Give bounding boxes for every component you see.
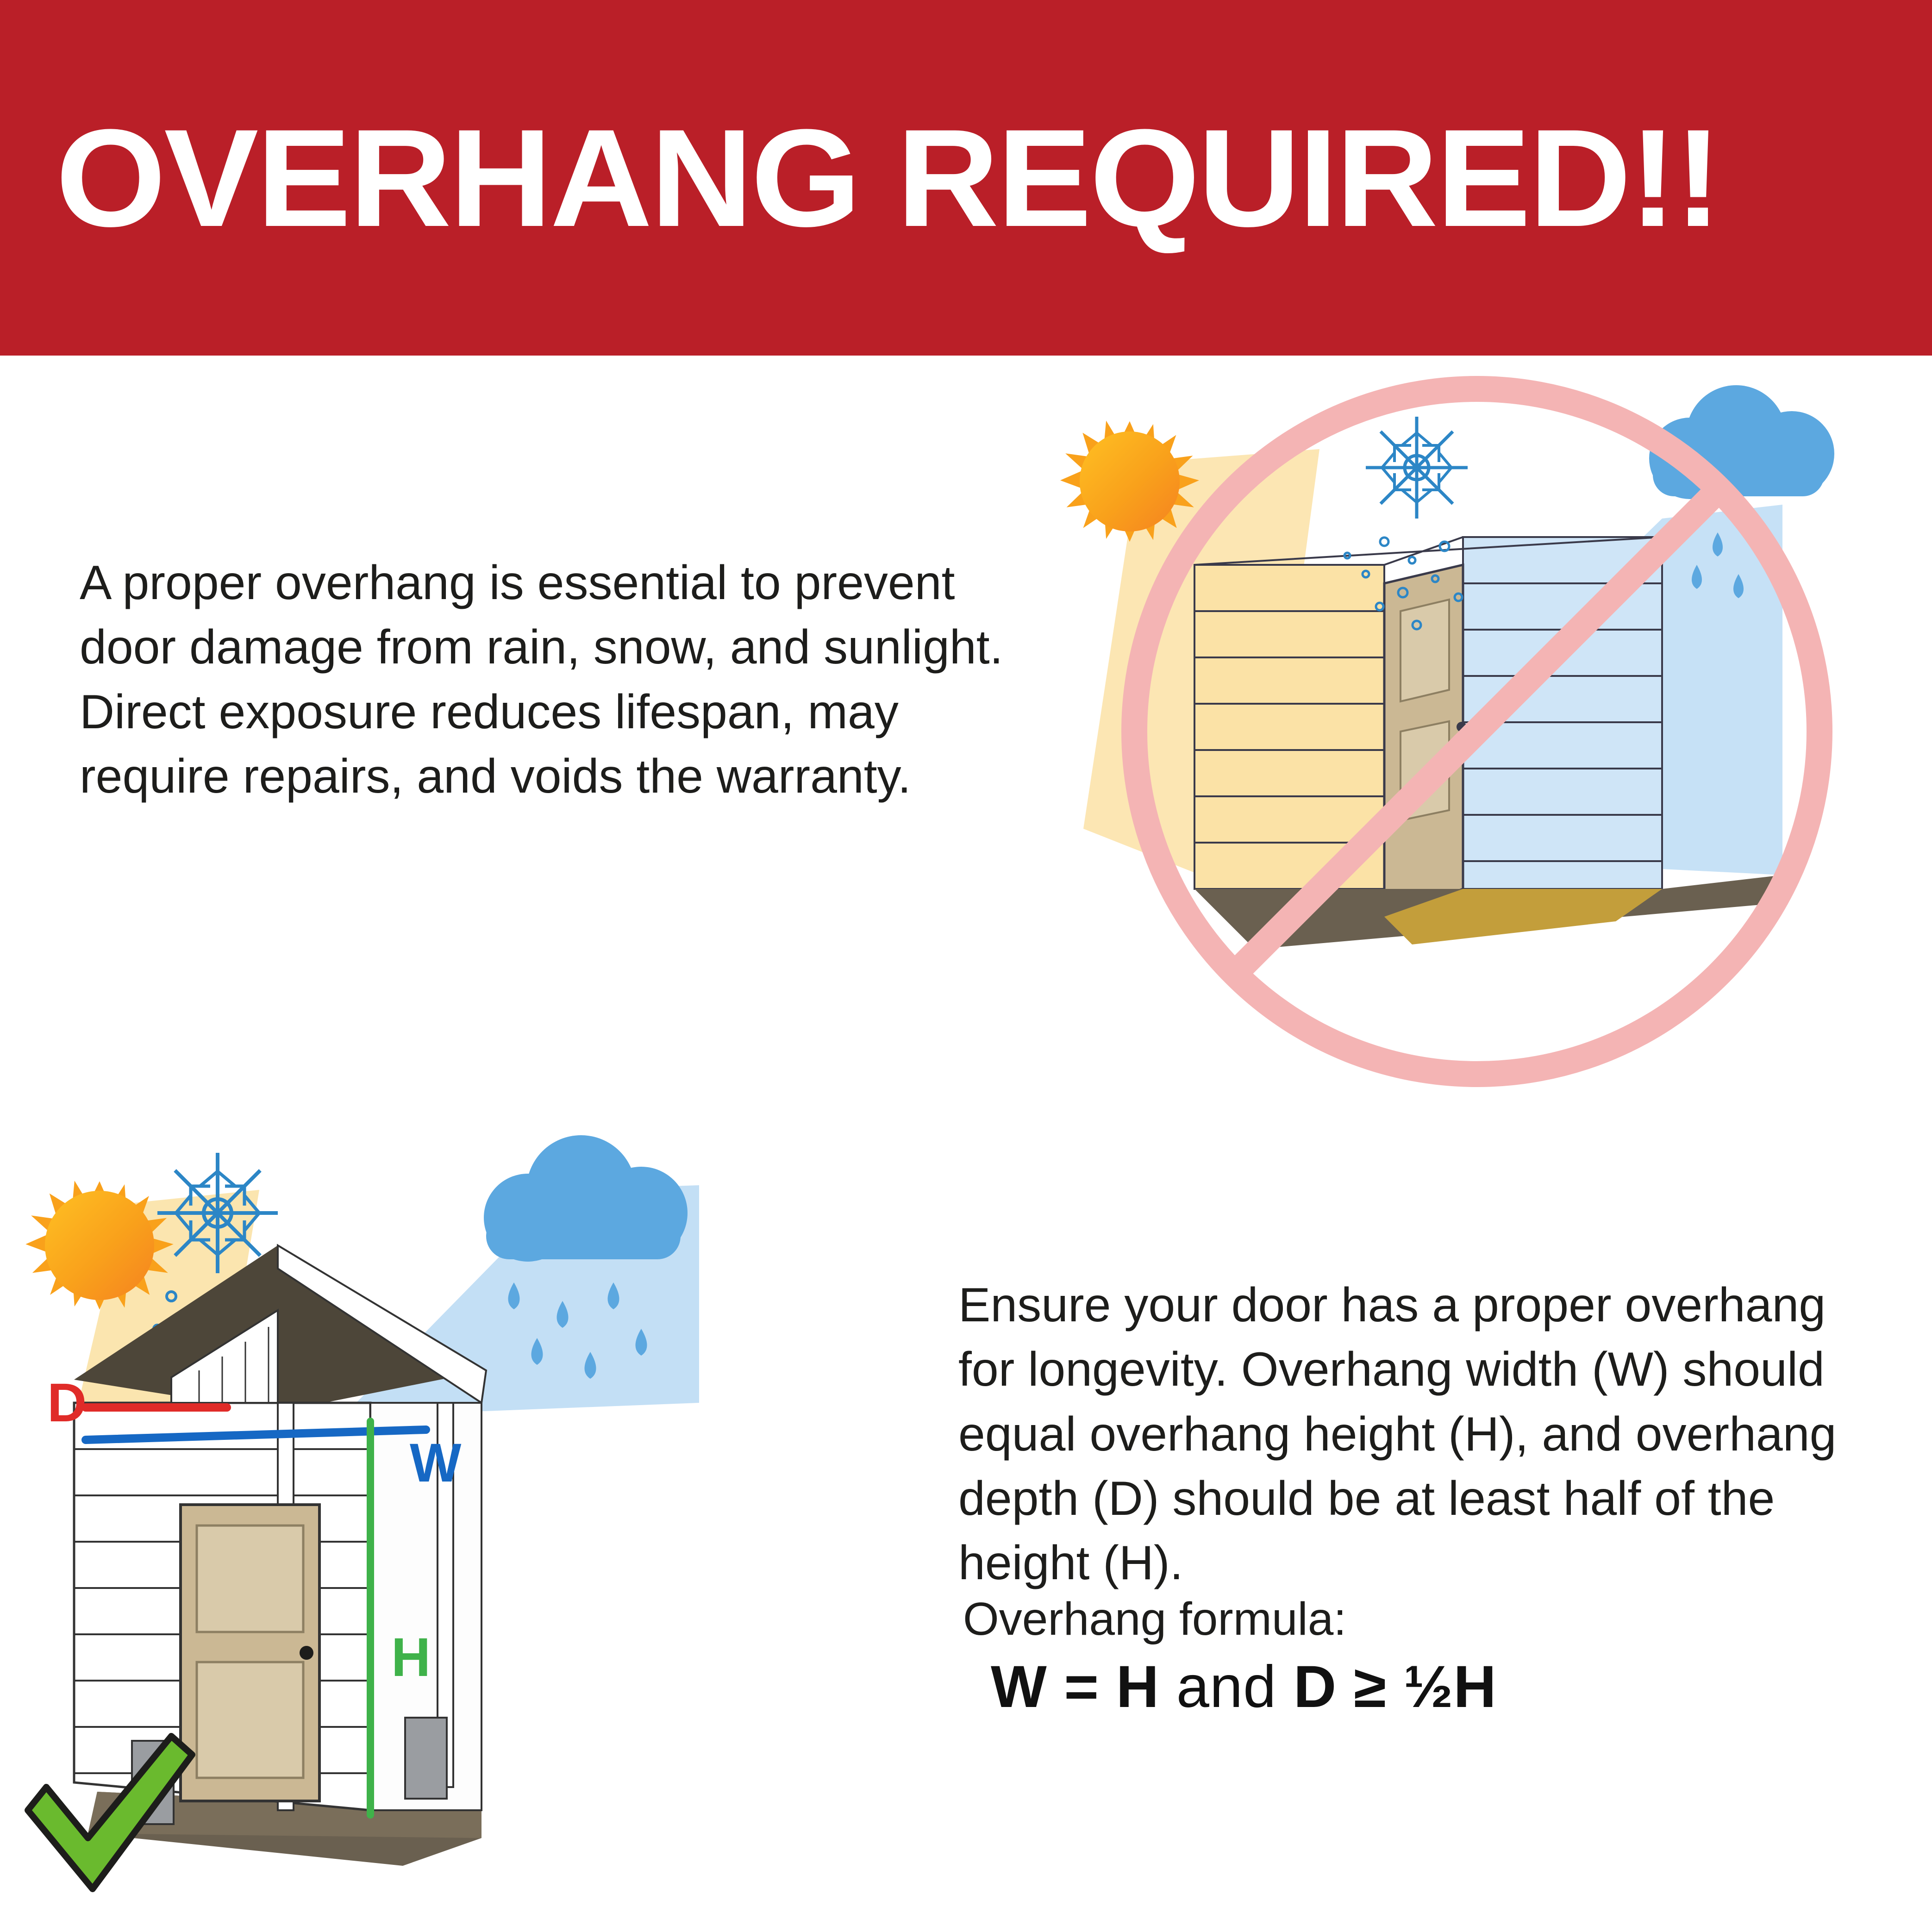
label-width: W — [410, 1432, 462, 1494]
label-depth: D — [47, 1372, 87, 1433]
formula-part-2: D ≥ ½H — [1293, 1654, 1497, 1720]
overhang-formula — [991, 1653, 1497, 1721]
formula-part-1: W = H — [991, 1654, 1160, 1720]
entry-door — [181, 1505, 319, 1801]
formula-label: Overhang formula: — [963, 1593, 1347, 1645]
guidance-paragraph: Ensure your door has a proper overhang for longevity. Overhang width (W) should equal overhang height (H), and overhang depth (D) should be at least half of the height (H). — [958, 1278, 1837, 1590]
diagram-no-overhang — [1060, 366, 1907, 1153]
formula-connector: and — [1159, 1654, 1294, 1720]
diagram-with-overhang — [19, 1051, 958, 1917]
snowflake-icon — [1366, 417, 1468, 519]
intro-paragraph: A proper overhang is essential to prevent door damage from rain, snow, and sunlight. Direct exposure reduces lifespan, may require repairs, and voids the warranty. — [80, 556, 1003, 804]
label-height: H — [391, 1627, 431, 1688]
header-banner — [0, 0, 1932, 356]
snowflake-icon — [157, 1153, 278, 1273]
page-title: OVERHANG REQUIRED!! — [56, 100, 1720, 256]
